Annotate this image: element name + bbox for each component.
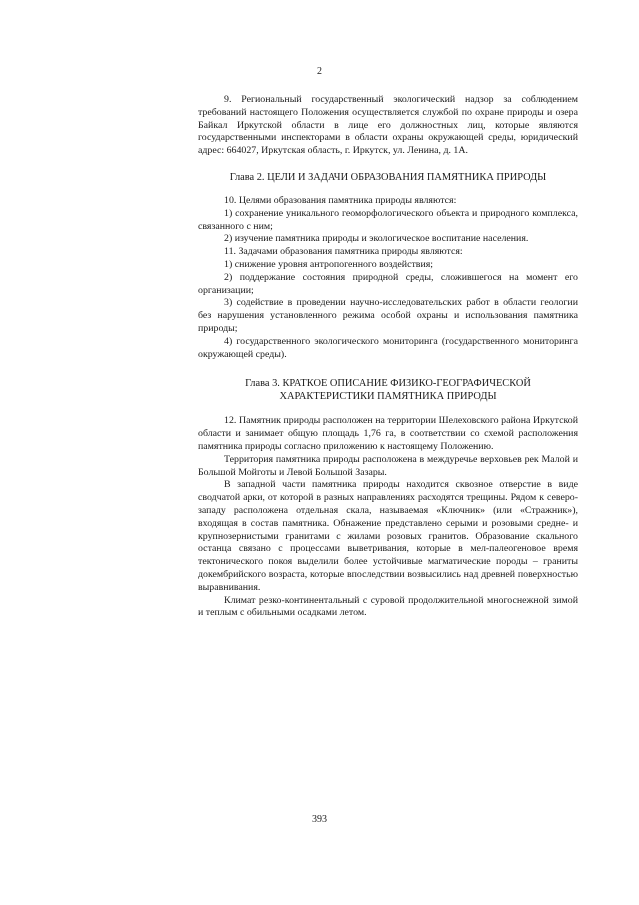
goal-item-1: 1) сохранение уникального геоморфологического объекта и природного комплекса, связанного с ним; [198,207,578,232]
task-item-3: 3) содействие в проведении научно-исследовательских работ в области геологии без нарушения установленного режима особой охраны и использования памятника природы; [198,297,578,334]
chapter-3-heading [198,377,578,403]
task-item-1: 1) снижение уровня антропогенного воздействия; [224,258,434,270]
paragraph-9: 9. Региональный государственный экологический надзор за соблюдением требований настоящего Положения осуществляется службой по охране природы и озера Байкал Иркутской области в лице его должностных лиц, которые являются государственными инспекторами в области охраны окружающей среды, юридический адрес: 664027, Иркутская область, г. Иркутск, ул. Ленина, д. 1А. [198,94,578,157]
territory-paragraph: Территория памятника природы расположена в междуречье верховьев рек Малой и Большой Мойготы и Левой Большой Зазары. [198,453,578,478]
task-item-4: 4) государственного экологического мониторинга (государственного мониторинга окружающей среды). [198,335,578,360]
page-header-number: 2 [317,66,322,77]
goal-item-2: 2) изучение памятника природы и экологическое воспитание населения. [224,233,529,245]
chapter-3-heading-line-1: Глава 3. КРАТКОЕ ОПИСАНИЕ ФИЗИКО-ГЕОГРАФИЧЕСКОЙ [245,378,531,390]
page-footer-number: 393 [312,814,327,825]
arch-description-paragraph: В западной части памятника природы находится сквозное отверстие в виде сводчатой арки, от которой в разных направлениях расходятся трещины. Рядом к северо-западу расположена отдельная скала, называемая «Ключник» (или «Стражник»), входящая в состав памятника. Обнажение представлено серыми и розовыми средне- и крупнозернистыми гранитами с жилами розовых гранитов. Образование скального останца связано с процессами выветривания, которые в мел-палеогеновое время тектонического покоя выделили более устойчивые магматические породы – граниты докембрийского возраста, которые впоследствии возвысились над древней поверхностью выравнивания. [198,479,578,593]
chapter-3-heading-line-2: ХАРАКТЕРИСТИКИ ПАМЯТНИКА ПРИРОДЫ [279,391,497,403]
document-body [198,94,578,620]
paragraph-12: 12. Памятник природы расположен на территории Шелеховского района Иркутской области и занимает общую площадь 1,76 га, в соответствии со схемой расположения памятника природы согласно приложению к настоящему Положению. [198,415,578,452]
climate-paragraph: Климат резко-континентальный с суровой продолжительной многоснежной зимой и теплым с обильными осадками летом. [198,594,578,619]
chapter-2-heading: Глава 2. ЦЕЛИ И ЗАДАЧИ ОБРАЗОВАНИЯ ПАМЯТНИКА ПРИРОДЫ [229,171,547,183]
paragraph-11: 11. Задачами образования памятника природы являются: [224,246,463,258]
paragraph-10: 10. Целями образования памятника природы являются: [224,194,457,206]
task-item-2: 2) поддержание состояния природной среды, сложившегося на момент его организации; [198,271,578,296]
